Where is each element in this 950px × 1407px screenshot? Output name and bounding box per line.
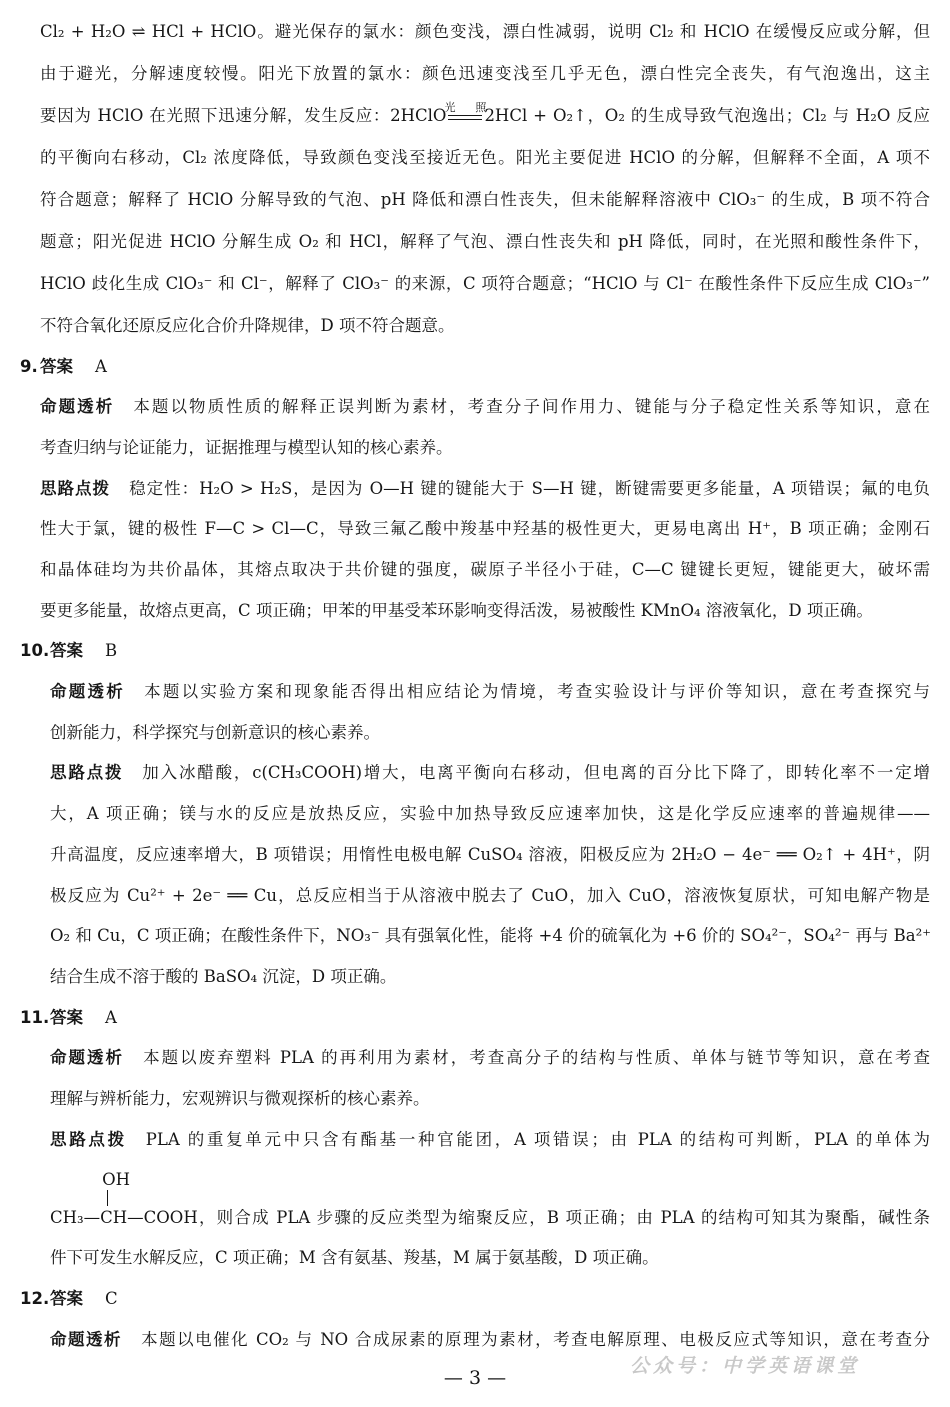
text-line: 升高温度，反应速率增大，B 项错误；用惰性电极电解 CuSO₄ 溶液，阳极反应为 2H₂O − 4e⁻ ══ O₂↑ + 4H⁺，阴 [50, 844, 930, 864]
answer-label: 答案 [50, 641, 83, 661]
answer-header [0, 631, 950, 672]
structural-formula-line [50, 1169, 930, 1239]
text-line [40, 387, 930, 428]
answer-item [0, 631, 950, 997]
text-line: 大，A 项正确；镁与水的反应是放热反应，实验中加热导致反应速率加快，这是化学反应速率的普遍规律—— [50, 804, 930, 824]
answer-label: 答案 [50, 1288, 83, 1308]
text-line: 性大于氯，键的极性 F—C > Cl—C，导致三氟乙酸中羧基中羟基的极性更大，更易电离出 H⁺，B 项正确；金刚石 [40, 519, 930, 539]
formula-center-group [100, 1169, 131, 1228]
reaction-condition-sign [444, 100, 487, 125]
bond-line [107, 1190, 108, 1206]
text-line [50, 1120, 930, 1161]
text-line [50, 1038, 930, 1079]
text-line-with-reaction [40, 95, 930, 137]
answer-item [0, 347, 950, 632]
formula-suffix: —COOH [127, 1207, 198, 1227]
hint-label: 思路点拨 [50, 1129, 127, 1149]
text-line [50, 753, 930, 794]
double-equals-line [448, 115, 482, 120]
reaction-condition: 光照 [444, 100, 487, 114]
answer-item [0, 1279, 950, 1360]
text-segment: 本题以废弃塑料 PLA 的再利用为素材，考查高分子的结构与性质、单体与链节等知识，意在考查 [143, 1048, 931, 1068]
text-line: O₂ 和 Cu，C 项正确；在酸性条件下，NO₃⁻ 具有强氧化性，能将 +4 价的硫氧化为 +6 价的 SO₄²⁻，SO₄²⁻ 再与 Ba²⁺ [50, 926, 931, 946]
analysis-label: 命题透析 [50, 1329, 123, 1349]
text-line: 考查归纳与论证能力，证据推理与模型认知的核心素养。 [40, 437, 453, 457]
text-line: 不符合氧化还原反应化合价升降规律，D 项不符合题意。 [40, 316, 455, 335]
answer-header [0, 347, 950, 388]
text-line: 结合生成不溶于酸的 BaSO₄ 沉淀，D 项正确。 [50, 966, 397, 986]
text-line: 件下可发生水解反应，C 项正确；M 含有氨基、羧基，M 属于氨基酸，D 项正确。 [50, 1248, 659, 1268]
question-number: 10. [20, 641, 50, 661]
analysis-section [40, 387, 930, 468]
text-line: 的平衡向右移动，Cl₂ 浓度降低，导致颜色变浅至接近无色。阳光主要促进 HClO 的分解，但解释不全面，A 项不 [40, 148, 930, 167]
text-segment: ，则合成 PLA 步骤的反应类型为缩聚反应，B 项正确；由 PLA 的结构可知其为聚酯，碱性条 [197, 1207, 930, 1227]
text-segment: 2HCl + O₂↑，O₂ 的生成导致气泡逸出；Cl₂ 与 H₂O 反应 [484, 106, 930, 125]
text-line [50, 672, 930, 713]
text-line: HClO 歧化生成 ClO₃⁻ 和 Cl⁻，解释了 ClO₃⁻ 的来源，C 项符合题意；“HClO 与 Cl⁻ 在酸性条件下反应生成 ClO₃⁻” [40, 274, 930, 293]
answer-value: A [95, 356, 107, 376]
analysis-section [50, 672, 930, 753]
text-line: 题意；阳光促进 HClO 分解生成 O₂ 和 HCl，解释了气泡、漂白性丧失和 pH 降低，同时，在光照和酸性条件下， [40, 232, 930, 251]
formula-center: CH [100, 1207, 128, 1227]
text-segment: 稳定性：H₂O > H₂S，是因为 O—H 键的键能大于 S—H 键，断键需要更多能量，A 项错误；氟的电负 [129, 478, 931, 498]
watermark: 公众号：中学英语课堂 [630, 1355, 861, 1377]
hint-section [40, 469, 930, 632]
hint-label: 思路点拨 [50, 763, 124, 783]
text-segment: 本题以物质性质的解释正误判断为素材，考查分子间作用力、键能与分子稳定性关系等知识，意在 [133, 397, 931, 417]
analysis-label: 命题透析 [40, 397, 115, 417]
question-number: 11. [20, 1007, 50, 1027]
answer-label: 答案 [50, 1007, 83, 1027]
hydroxyl-substituent: OH [102, 1169, 131, 1189]
text-segment: PLA 的重复单元中只含有酯基一种官能团，A 项错误；由 PLA 的结构可判断，PLA 的单体为 [145, 1129, 930, 1149]
answer-item [0, 998, 950, 1279]
hint-section [50, 753, 930, 997]
text-line: 和晶体硅均为共价晶体，其熔点取决于共价键的强度，碳原子半径小于硅，C—C 键键长更短，键能更大，破坏需 [40, 560, 930, 580]
answer-value: B [105, 641, 118, 661]
text-line: 由于避光，分解速度较慢。阳光下放置的氯水：颜色迅速变浅至几乎无色，漂白性完全丧失，有气泡逸出，这主 [40, 64, 930, 83]
hint-label: 思路点拨 [40, 478, 111, 498]
analysis-section [50, 1038, 930, 1119]
text-line: 极反应为 Cu²⁺ + 2e⁻ ══ Cu，总反应相当于从溶液中脱去了 CuO，加入 CuO，溶液恢复原状，可知电解产物是 [50, 885, 930, 905]
formula-prefix: CH₃— [50, 1207, 101, 1227]
hint-section [50, 1120, 930, 1279]
answer-header [0, 998, 950, 1039]
text-line: 创新能力，科学探究与创新意识的核心素养。 [50, 722, 380, 742]
analysis-label: 命题透析 [50, 1048, 125, 1068]
text-line: 符合题意；解释了 HClO 分解导致的气泡、pH 降低和漂白性丧失，但未能解释溶液中 ClO₃⁻ 的生成，B 项不符合 [40, 190, 930, 209]
answer-value: C [105, 1288, 118, 1308]
continuation-paragraph [40, 11, 930, 347]
text-line: 理解与辨析能力，宏观辨识与微观探析的核心素养。 [50, 1088, 430, 1108]
answer-list [0, 347, 950, 1361]
text-line: Cl₂ + H₂O ⇌ HCl + HClO。避光保存的氯水：颜色变浅，漂白性减弱，说明 Cl₂ 和 HClO 在缓慢反应或分解，但 [40, 22, 930, 41]
text-segment: 要因为 HClO 在光照下迅速分解，发生反应：2HClO [40, 106, 447, 125]
answer-label: 答案 [40, 356, 73, 376]
text-line [40, 469, 930, 510]
answer-value: A [105, 1007, 117, 1027]
text-line: 要更多能量，故熔点更高，C 项正确；甲苯的甲基受苯环影响变得活泼，易被酸性 KMnO₄ 溶液氧化，D 项正确。 [40, 600, 873, 620]
text-segment: 本题以电催化 CO₂ 与 NO 合成尿素的原理为素材，考查电解原理、电极反应式等知识，意在考查分 [141, 1329, 931, 1349]
analysis-label: 命题透析 [50, 682, 126, 702]
question-number: 12. [20, 1288, 50, 1308]
text-segment: 本题以实验方案和现象能否得出相应结论为情境，考查实验设计与评价等知识，意在考查探究与 [144, 682, 931, 702]
text-segment: 加入冰醋酸，c(CH₃COOH)增大，电离平衡向右移动，但电离的百分比下降了，即转化率不一定增 [142, 763, 931, 783]
answer-header [0, 1279, 950, 1320]
page-number: — 3 — [443, 1367, 507, 1389]
question-number: 9. [20, 356, 38, 376]
